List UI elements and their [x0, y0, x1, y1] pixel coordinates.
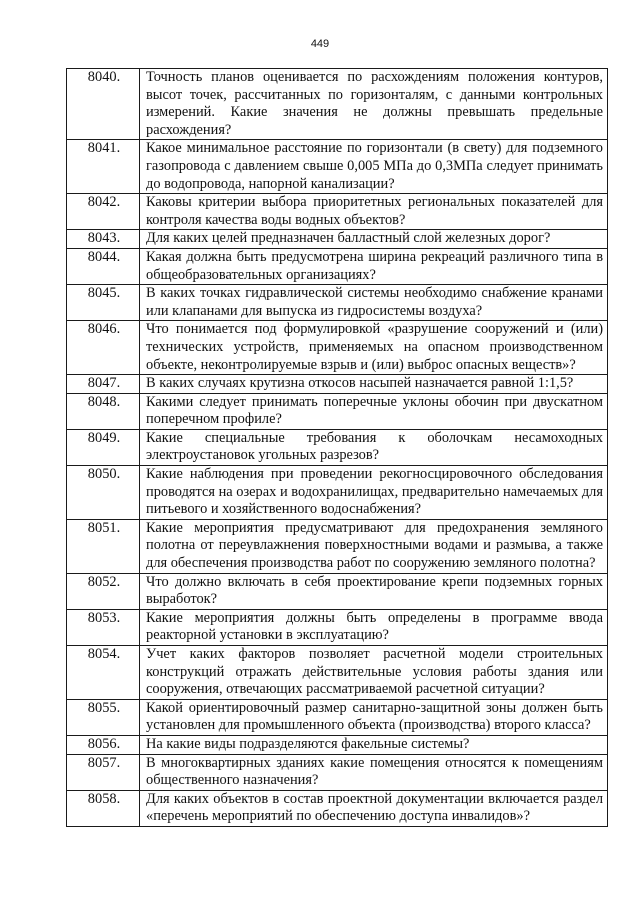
question-number: 8045.	[67, 285, 140, 321]
question-text: Точность планов оценивается по расхождениям положения контуров, высот точек, рассчитанных по горизонталям, с данными контрольных измерений. Какие значения не должны превышать предельные расхождения?	[140, 69, 608, 140]
question-text: На какие виды подразделяются факельные системы?	[140, 735, 608, 754]
question-text: Какие наблюдения при проведении рекогносцировочного обследования проводятся на озерах и водохранилищах, предварительно намечаемых для питьевого и хозяйственного водоснабжения?	[140, 466, 608, 520]
question-text: Какое минимальное расстояние по горизонтали (в свету) для подземного газопровода с давлением свыше 0,005 МПа до 0,3МПа следует принимать до водопровода, напорной канализации?	[140, 140, 608, 194]
table-row	[67, 140, 608, 194]
question-text: Учет каких факторов позволяет расчетной модели строительных конструкций отражать действительные условия работы здания или сооружения, отвечающих рассматриваемой расчетной ситуации?	[140, 646, 608, 700]
question-number: 8052.	[67, 573, 140, 609]
question-number: 8058.	[67, 790, 140, 826]
question-number: 8042.	[67, 194, 140, 230]
table-row	[67, 609, 608, 645]
question-text: В каких случаях крутизна откосов насыпей назначается равной 1:1,5?	[140, 375, 608, 394]
table-row	[67, 429, 608, 465]
table-row	[67, 69, 608, 140]
table-row	[67, 375, 608, 394]
question-number: 8041.	[67, 140, 140, 194]
question-number: 8043.	[67, 230, 140, 249]
table-row	[67, 248, 608, 284]
questions-table	[66, 68, 608, 827]
table-row	[67, 754, 608, 790]
question-number: 8056.	[67, 735, 140, 754]
question-number: 8055.	[67, 699, 140, 735]
table-row	[67, 646, 608, 700]
table-row	[67, 573, 608, 609]
table-row	[67, 230, 608, 249]
table-row	[67, 466, 608, 520]
question-number: 8044.	[67, 248, 140, 284]
question-text: Какие специальные требования к оболочкам несамоходных электроустановок угольных разрезов?	[140, 429, 608, 465]
table-row	[67, 194, 608, 230]
question-text: Какие мероприятия должны быть определены в программе ввода реакторной установки в эксплуатацию?	[140, 609, 608, 645]
question-number: 8053.	[67, 609, 140, 645]
question-text: Для каких целей предназначен балластный слой железных дорог?	[140, 230, 608, 249]
question-text: В каких точках гидравлической системы необходимо снабжение кранами или клапанами для выпуска из гидросистемы воздуха?	[140, 285, 608, 321]
question-number: 8050.	[67, 466, 140, 520]
question-text: Для каких объектов в состав проектной документации включается раздел «перечень мероприятий по обеспечению доступа инвалидов»?	[140, 790, 608, 826]
table-row	[67, 699, 608, 735]
question-text: Каковы критерии выбора приоритетных региональных показателей для контроля качества воды водных объектов?	[140, 194, 608, 230]
question-text: Какими следует принимать поперечные уклоны обочин при двускатном поперечном профиле?	[140, 393, 608, 429]
question-number: 8054.	[67, 646, 140, 700]
question-text: Какая должна быть предусмотрена ширина рекреаций различного типа в общеобразовательных организациях?	[140, 248, 608, 284]
table-row	[67, 393, 608, 429]
question-text: Какие мероприятия предусматривают для предохранения земляного полотна от переувлажнения поверхностными водами и размыва, а также для обеспечения производства работ по сооружению земляного полотна?	[140, 519, 608, 573]
questions-table-body	[67, 69, 608, 827]
table-row	[67, 321, 608, 375]
question-number: 8046.	[67, 321, 140, 375]
question-number: 8051.	[67, 519, 140, 573]
table-row	[67, 790, 608, 826]
question-number: 8057.	[67, 754, 140, 790]
question-text: Какой ориентировочный размер санитарно-защитной зоны должен быть установлен для промышленного объекта (производства) второго класса?	[140, 699, 608, 735]
page-number: 449	[310, 38, 330, 50]
question-number: 8047.	[67, 375, 140, 394]
table-row	[67, 735, 608, 754]
question-text: В многоквартирных зданиях какие помещения относятся к помещениям общественного назначения?	[140, 754, 608, 790]
table-row	[67, 285, 608, 321]
question-number: 8040.	[67, 69, 140, 140]
question-number: 8048.	[67, 393, 140, 429]
table-row	[67, 519, 608, 573]
question-text: Что должно включать в себя проектирование крепи подземных горных выработок?	[140, 573, 608, 609]
question-text: Что понимается под формулировкой «разрушение сооружений и (или) технических устройств, применяемых на опасном производственном объекте, неконтролируемые взрыв и (или) выброс опасных веществ»?	[140, 321, 608, 375]
question-number: 8049.	[67, 429, 140, 465]
